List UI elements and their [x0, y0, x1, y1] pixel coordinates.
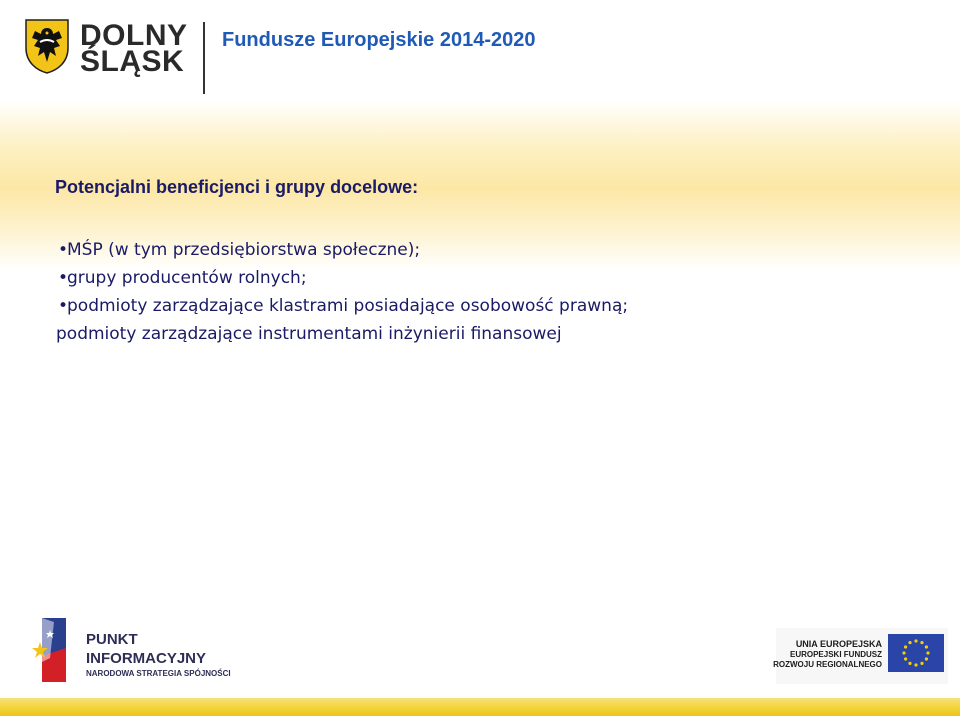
list-item-text: grupy producentów rolnych; — [67, 268, 307, 288]
brand-name-line2: ŚLĄSK — [80, 45, 185, 78]
list-item-text: MŚP (w tym przedsiębiorstwa społeczne); — [67, 240, 421, 260]
brand-name-line1: DOLNY — [80, 19, 188, 52]
list-item-text: podmioty zarządzające klastrami posiadające osobowość prawną; — [67, 296, 629, 316]
footer-bar — [0, 698, 960, 716]
header-title: Fundusze Europejskie 2014-2020 — [222, 29, 536, 51]
punkt-line3: NARODOWA STRATEGIA SPÓJNOŚCI — [86, 669, 231, 678]
section-title: Potencjalni beneficjenci i grupy docelowe: — [55, 177, 419, 197]
header — [0, 0, 960, 112]
punkt-line1: PUNKT — [86, 631, 138, 648]
star-flag-icon — [30, 618, 74, 682]
punkt-informacyjny-logo — [30, 618, 230, 688]
bullet-dot: • — [58, 240, 69, 260]
eu-flag-icon — [888, 634, 944, 672]
beneficiaries-list — [58, 236, 628, 348]
eu-line3: ROZWOJU REGIONALNEGO — [773, 660, 882, 669]
bullet-dot: • — [58, 268, 69, 288]
punkt-line2: INFORMACYJNY — [86, 650, 207, 667]
bullet-dot: • — [58, 296, 69, 316]
header-divider — [203, 22, 205, 94]
eu-line2: EUROPEJSKI FUNDUSZ — [789, 650, 882, 659]
coat-of-arms-icon — [24, 18, 70, 74]
list-item-continuation: podmioty zarządzające instrumentami inżynierii finansowej — [56, 324, 562, 344]
list-item — [58, 264, 628, 292]
eu-fund-logo — [773, 628, 948, 684]
list-item — [58, 292, 628, 320]
eu-line1: UNIA EUROPEJSKA — [795, 639, 882, 649]
list-item — [58, 236, 628, 264]
